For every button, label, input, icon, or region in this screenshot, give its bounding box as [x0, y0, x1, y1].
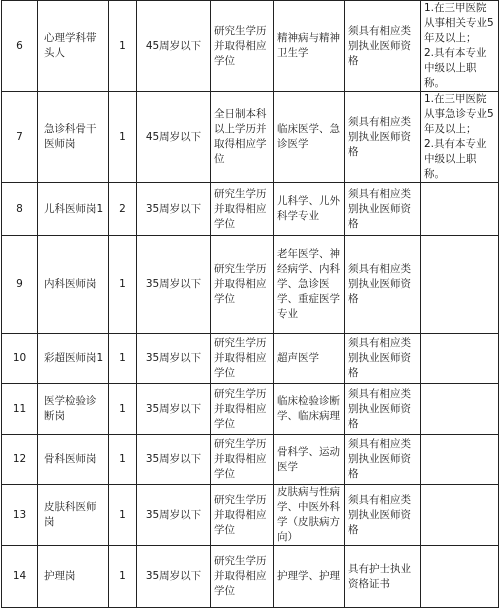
qualification-requirement: 须具有相应类别执业医师资格: [345, 1, 421, 92]
hire-count: 1: [109, 435, 137, 485]
table-row: [2, 334, 499, 384]
education-requirement: 研究生学历并取得相应学位: [211, 1, 274, 92]
major-requirement: 皮肤病与性病学、中医外科学（皮肤病方向）: [274, 485, 345, 546]
post-name: 急诊科骨干医师岗: [38, 92, 109, 183]
education-requirement: 研究生学历并取得相应学位: [211, 236, 274, 334]
row-number: 10: [2, 334, 38, 384]
hire-count: 1: [109, 1, 137, 92]
qualification-requirement: 须具有相应类别执业医师资格: [345, 92, 421, 183]
row-number: 13: [2, 485, 38, 546]
row-number: 14: [2, 546, 38, 608]
major-requirement: 临床检验诊断学、临床病理: [274, 384, 345, 435]
qualification-requirement: 须具有相应类别执业医师资格: [345, 384, 421, 435]
age-limit: 35周岁以下: [137, 384, 211, 435]
age-limit: 35周岁以下: [137, 485, 211, 546]
table-row: [2, 485, 499, 546]
age-limit: 45周岁以下: [137, 1, 211, 92]
hire-count: 1: [109, 546, 137, 608]
row-number: 12: [2, 435, 38, 485]
post-name: 彩超医师岗1: [38, 334, 109, 384]
other-requirement: 1.在三甲医院从事相关专业5年及以上； 2.具有本专业中级以上职称。: [421, 1, 499, 92]
table-row: [2, 546, 499, 608]
age-limit: 35周岁以下: [137, 236, 211, 334]
post-name: 内科医师岗: [38, 236, 109, 334]
other-requirement: 1.在三甲医院从事急诊专业5年及以上； 2.具有本专业中级以上职称。: [421, 92, 499, 183]
table-row: [2, 1, 499, 92]
education-requirement: 研究生学历并取得相应学位: [211, 183, 274, 236]
table-row: [2, 435, 499, 485]
table-row: [2, 384, 499, 435]
hire-count: 1: [109, 236, 137, 334]
table-row: [2, 183, 499, 236]
row-number: 9: [2, 236, 38, 334]
major-requirement: 骨科学、运动医学: [274, 435, 345, 485]
other-requirement: [421, 183, 499, 236]
hire-count: 1: [109, 384, 137, 435]
major-requirement: 老年医学、神经病学、内科学、急诊医学、重症医学专业: [274, 236, 345, 334]
age-limit: 35周岁以下: [137, 183, 211, 236]
qualification-requirement: 须具有相应类别执业医师资格: [345, 334, 421, 384]
major-requirement: 儿科学、儿外科学专业: [274, 183, 345, 236]
age-limit: 35周岁以下: [137, 435, 211, 485]
post-name: 儿科医师岗1: [38, 183, 109, 236]
education-requirement: 研究生学历并取得相应学位: [211, 485, 274, 546]
major-requirement: 精神病与精神卫生学: [274, 1, 345, 92]
other-requirement: [421, 334, 499, 384]
education-requirement: 研究生学历并取得相应学位: [211, 546, 274, 608]
post-name: 医学检验诊断岗: [38, 384, 109, 435]
education-requirement: 研究生学历并取得相应学位: [211, 334, 274, 384]
education-requirement: 全日制本科以上学历并取得相应学位: [211, 92, 274, 183]
education-requirement: 研究生学历并取得相应学位: [211, 384, 274, 435]
education-requirement: 研究生学历并取得相应学位: [211, 435, 274, 485]
qualification-requirement: 须具有相应类别执业医师资格: [345, 485, 421, 546]
table-row: [2, 92, 499, 183]
age-limit: 45周岁以下: [137, 92, 211, 183]
major-requirement: 临床医学、急诊医学: [274, 92, 345, 183]
table-row: [2, 236, 499, 334]
hire-count: 1: [109, 334, 137, 384]
qualification-requirement: 须具有相应类别执业医师资格: [345, 236, 421, 334]
hire-count: 1: [109, 485, 137, 546]
post-name: 皮肤科医师岗: [38, 485, 109, 546]
recruitment-table: [1, 0, 499, 608]
other-requirement: [421, 236, 499, 334]
age-limit: 35周岁以下: [137, 546, 211, 608]
row-number: 8: [2, 183, 38, 236]
qualification-requirement: 须具有相应类别执业医师资格: [345, 183, 421, 236]
other-requirement: [421, 485, 499, 546]
row-number: 7: [2, 92, 38, 183]
row-number: 11: [2, 384, 38, 435]
row-number: 6: [2, 1, 38, 92]
major-requirement: 超声医学: [274, 334, 345, 384]
other-requirement: [421, 384, 499, 435]
hire-count: 1: [109, 92, 137, 183]
other-requirement: [421, 546, 499, 608]
major-requirement: 护理学、护理: [274, 546, 345, 608]
age-limit: 35周岁以下: [137, 334, 211, 384]
qualification-requirement: 须具有相应类别执业医师资格: [345, 435, 421, 485]
other-requirement: [421, 435, 499, 485]
post-name: 骨科医师岗: [38, 435, 109, 485]
post-name: 护理岗: [38, 546, 109, 608]
qualification-requirement: 具有护士执业资格证书: [345, 546, 421, 608]
post-name: 心理学科带头人: [38, 1, 109, 92]
hire-count: 2: [109, 183, 137, 236]
